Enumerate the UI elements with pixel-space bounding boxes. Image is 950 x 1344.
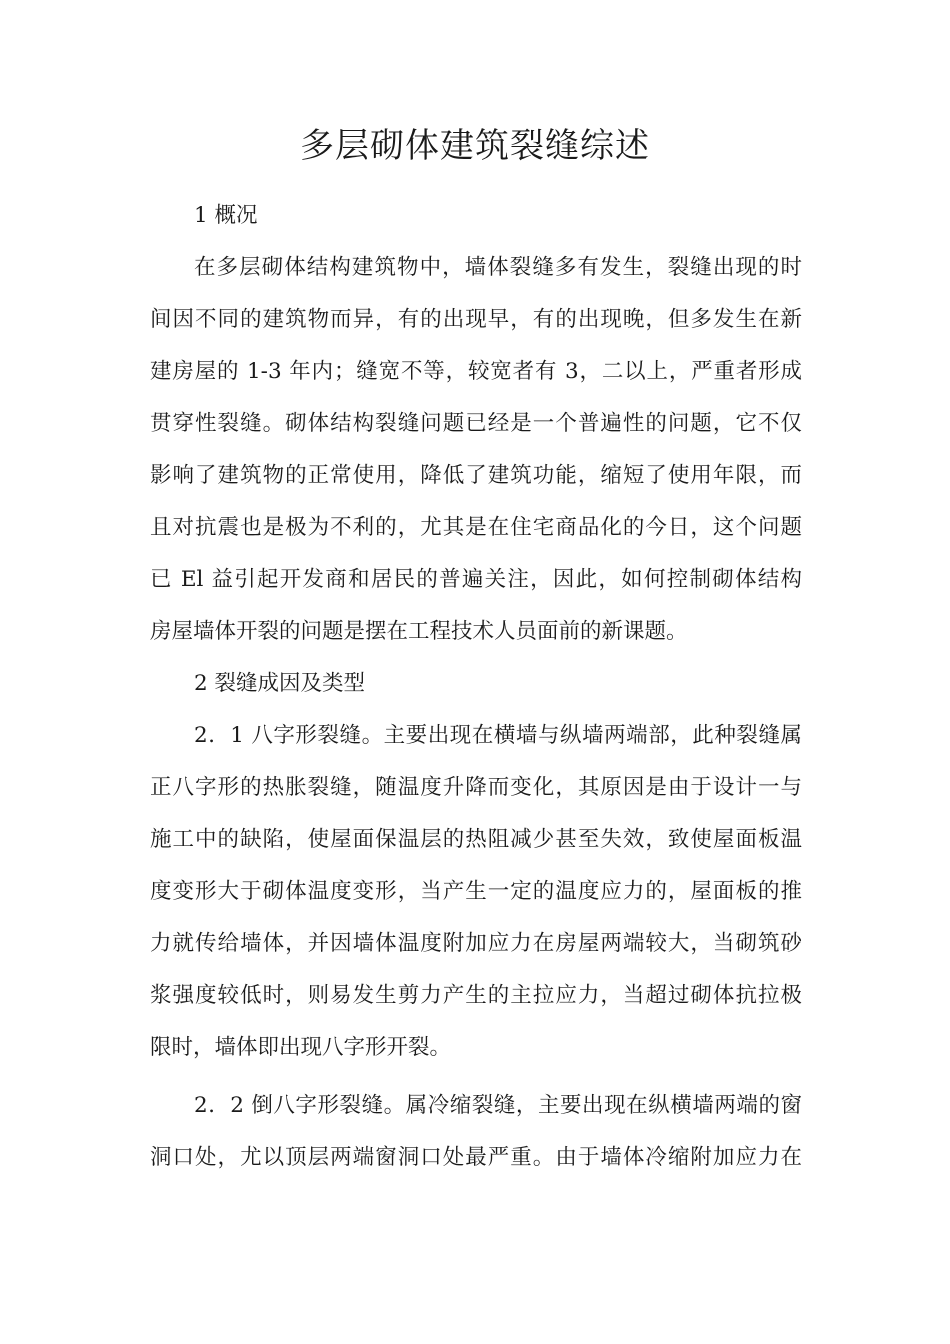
paragraph-line: 间因不同的建筑物而异，有的出现早，有的出现晚，但多发生在新 <box>150 307 802 332</box>
paragraph-line: 在多层砌体结构建筑物中，墙体裂缝多有发生，裂缝出现的时 <box>194 255 802 280</box>
paragraph-line: 2．2 倒八字形裂缝。属冷缩裂缝，主要出现在纵横墙两端的窗 <box>194 1093 802 1118</box>
paragraph-line: 且对抗震也是极为不利的，尤其是在住宅商品化的今日，这个问题 <box>150 515 802 540</box>
paragraph-line: 已 El 益引起开发商和居民的普遍关注，因此，如何控制砌体结构 <box>150 567 802 592</box>
paragraph-line: 力就传给墙体，并因墙体温度附加应力在房屋两端较大，当砌筑砂 <box>150 931 802 956</box>
paragraph-line: 影响了建筑物的正常使用，降低了建筑功能，缩短了使用年限，而 <box>150 463 802 488</box>
paragraph-line: 浆强度较低时，则易发生剪力产生的主拉应力，当超过砌体抗拉极 <box>150 983 802 1008</box>
document-title: 多层砌体建筑裂缝综述 <box>300 126 650 166</box>
paragraph-line: 贯穿性裂缝。砌体结构裂缝问题已经是一个普遍性的问题，它不仅 <box>150 411 802 436</box>
document-body <box>150 190 802 1184</box>
paragraph-line: 2．1 八字形裂缝。主要出现在横墙与纵墙两端部，此种裂缝属 <box>194 723 802 748</box>
section-heading-causes: 2 裂缝成因及类型 <box>194 671 366 696</box>
paragraph-line: 建房屋的 1-3 年内；缝宽不等，较宽者有 3，二以上，严重者形成 <box>150 359 802 384</box>
paragraph-line: 施工中的缺陷，使屋面保温层的热阻减少甚至失效，致使屋面板温 <box>150 827 802 852</box>
paragraph-line: 正八字形的热胀裂缝，随温度升降而变化，其原因是由于设计一与 <box>150 775 802 800</box>
section-heading-overview: 1 概况 <box>194 203 258 228</box>
paragraph-line: 洞口处，尤以顶层两端窗洞口处最严重。由于墙体冷缩附加应力在 <box>150 1145 802 1170</box>
paragraph-line: 限时，墙体即出现八字形开裂。 <box>150 1035 452 1060</box>
paragraph-line: 度变形大于砌体温度变形，当产生一定的温度应力的，屋面板的推 <box>150 879 802 904</box>
paragraph-line: 房屋墙体开裂的问题是摆在工程技术人员面前的新课题。 <box>150 619 688 644</box>
